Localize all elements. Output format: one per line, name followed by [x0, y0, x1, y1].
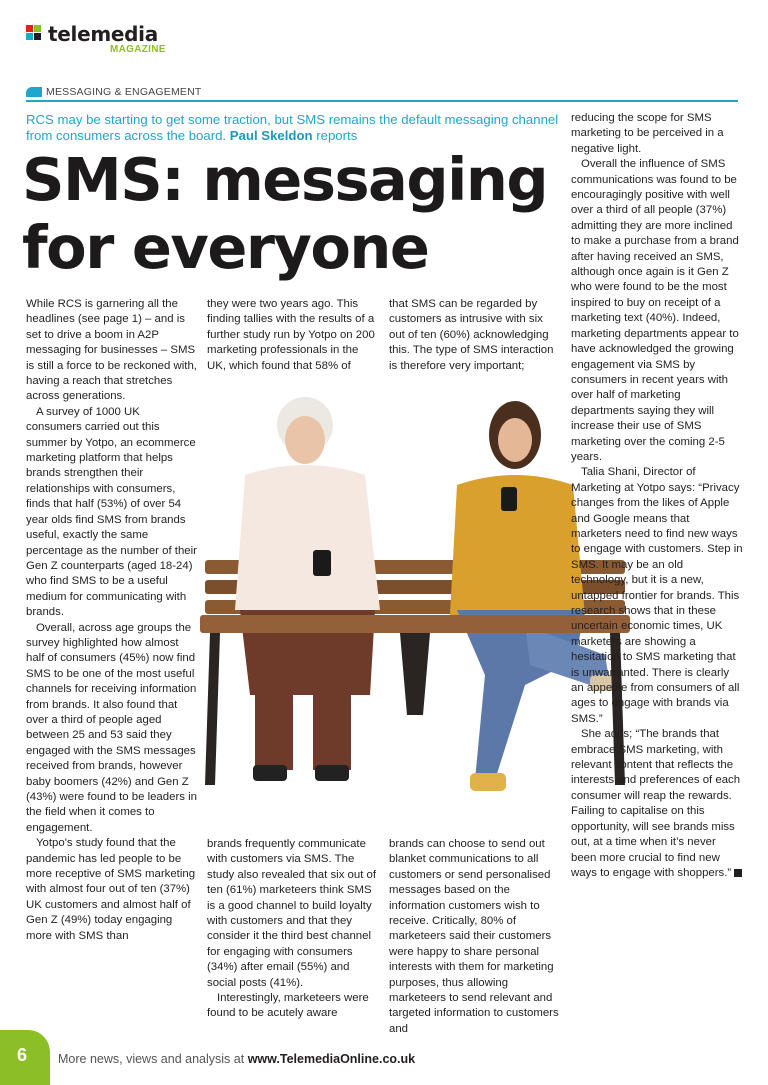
article-column-4	[571, 111, 743, 881]
paragraph: Yotpo's study found that the pandemic has led people to be more receptive of SMS marketing with almost four out of ten (37%) UK customers and almost half of Gen Z (49%) today engaging more with SMS than	[26, 837, 196, 942]
article-column-2-bottom	[207, 837, 379, 1022]
article-column-2-top	[207, 297, 379, 374]
headline-line-1: SMS: messaging	[22, 145, 548, 214]
footer-url-link[interactable]: www.TelemediaOnline.co.uk	[247, 1052, 416, 1066]
paragraph-text: She adds; “The brands that embrace SMS marketing, with relevant content that reflects the interests and preferences of each consumer will reap the rewards. Failing to capitalise on this opportunity, will see brands miss out, at a time when it’s never been more crucial to find new ways to engage with shoppers.”	[571, 728, 741, 879]
headline	[22, 146, 562, 282]
paragraph: they were two years ago. This finding tallies with the results of a further study run by Yotpo on 200 marketing professionals in the UK, which found that 58% of	[207, 298, 375, 372]
logo-square-dark	[34, 33, 41, 40]
article-column-3-top	[389, 297, 561, 374]
standfirst-suffix: reports	[316, 128, 358, 143]
section-bar	[26, 86, 738, 102]
logo-brand: telemedia	[48, 22, 158, 46]
page-number: 6	[16, 1045, 27, 1065]
paragraph: reducing the scope for SMS marketing to be perceived in a negative light.	[571, 112, 724, 155]
headline-line-2: for everyone	[22, 213, 429, 282]
paragraph: Interestingly, marketeers were found to be acutely aware	[207, 992, 369, 1020]
magazine-logo	[26, 22, 166, 56]
logo-square-green	[34, 25, 41, 32]
logo-subtitle: MAGAZINE	[110, 44, 166, 55]
paragraph: Overall, across age groups the survey highlighted how almost half of consumers (45%) now find SMS to be one of the most useful channels for receiving information from brands. It also found that over a third of people aged between 25 and 53 said they engaged with the SMS messages received from brands, however baby boomers (42%) and Gen Z (43%) were found to be leaders in the field when it comes to engagement.	[26, 621, 197, 834]
paragraph: A survey of 1000 UK consumers carried out this summer by Yotpo, an ecommerce marketing platform that helps brands strengthen their relationships with consumers, finds that half (53%) of over 54 year olds find SMS from brands useful, exactly the same percentage as the number of their Gen Z counterparts (aged 18-24) who find SMS to be a useful medium for communicating with brands.	[26, 405, 197, 619]
standfirst-text: RCS may be starting to get some traction, but SMS remains the default messaging channel from consumers across the board.	[26, 112, 559, 143]
paragraph: While RCS is garnering all the headlines (see page 1) – and is set to drive a boom in A2P messaging for businesses – SMS is still a force to be reckoned with, having a reach that stretches across generations.	[26, 298, 197, 403]
end-mark-icon	[734, 869, 742, 877]
paragraph	[571, 727, 743, 881]
paragraph: that SMS can be regarded by customers as intrusive with six out of ten (60%) acknowledging this. The type of SMS interaction is therefore very important;	[389, 298, 554, 372]
paragraph: Overall the influence of SMS communications was found to be encouragingly positive with well over a third of all people (37%) admitting they are more inclined to make a purchase from a brand after having received an SMS, although once again is it Gen Z who were found to be the most inspired to buy on receipt of a marketing text (40%). Indeed, marketing departments appear to have acknowledged the growing engagement via SMS by consumers in recent years with over half of marketing departments saying they will increase their use of SMS marketing over the coming 2-5 years.	[571, 158, 739, 463]
paragraph: Talia Shani, Director of Marketing at Yotpo says: “Privacy changes from the likes of Apple and Google means that marketers need to find new ways to engage with customers. Step in SMS. It may be an old technology, but it is a new, untapped frontier for brands. This research shows that in these uncertain economic times, UK marketers are showing a hesitation to SMS marketing that is unwarranted. There is clearly an appetite from consumers of all ages to engage with brands via SMS.”	[571, 466, 743, 725]
paragraph: brands can choose to send out blanket communications to all customers or send personalised messages based on the information customers wish to receive. Critically, 80% of marketeers said their customers were happy to share personal interests with them for marketing purposes, thus allowing marketeers to send relevant and targeted information to customers and	[389, 838, 559, 1035]
footer	[58, 1052, 415, 1066]
section-tag-icon	[26, 87, 42, 97]
author-name: Paul Skeldon	[229, 128, 313, 143]
bench-photo	[195, 385, 635, 805]
logo-square-red	[26, 25, 33, 32]
article-column-1	[26, 297, 198, 944]
paragraph: brands frequently communicate with customers via SMS. The study also revealed that six out of ten (61%) marketeers think SMS is a good channel to build loyalty with customers and that they consider it the third best channel for engaging with consumers (34%) after email (55%) and social posts (41%).	[207, 838, 377, 989]
article-column-3-bottom	[389, 837, 561, 1037]
section-label: MESSAGING & ENGAGEMENT	[46, 86, 202, 98]
logo-square-blue	[26, 33, 33, 40]
standfirst	[26, 112, 561, 144]
footer-text: More news, views and analysis at	[58, 1052, 245, 1066]
